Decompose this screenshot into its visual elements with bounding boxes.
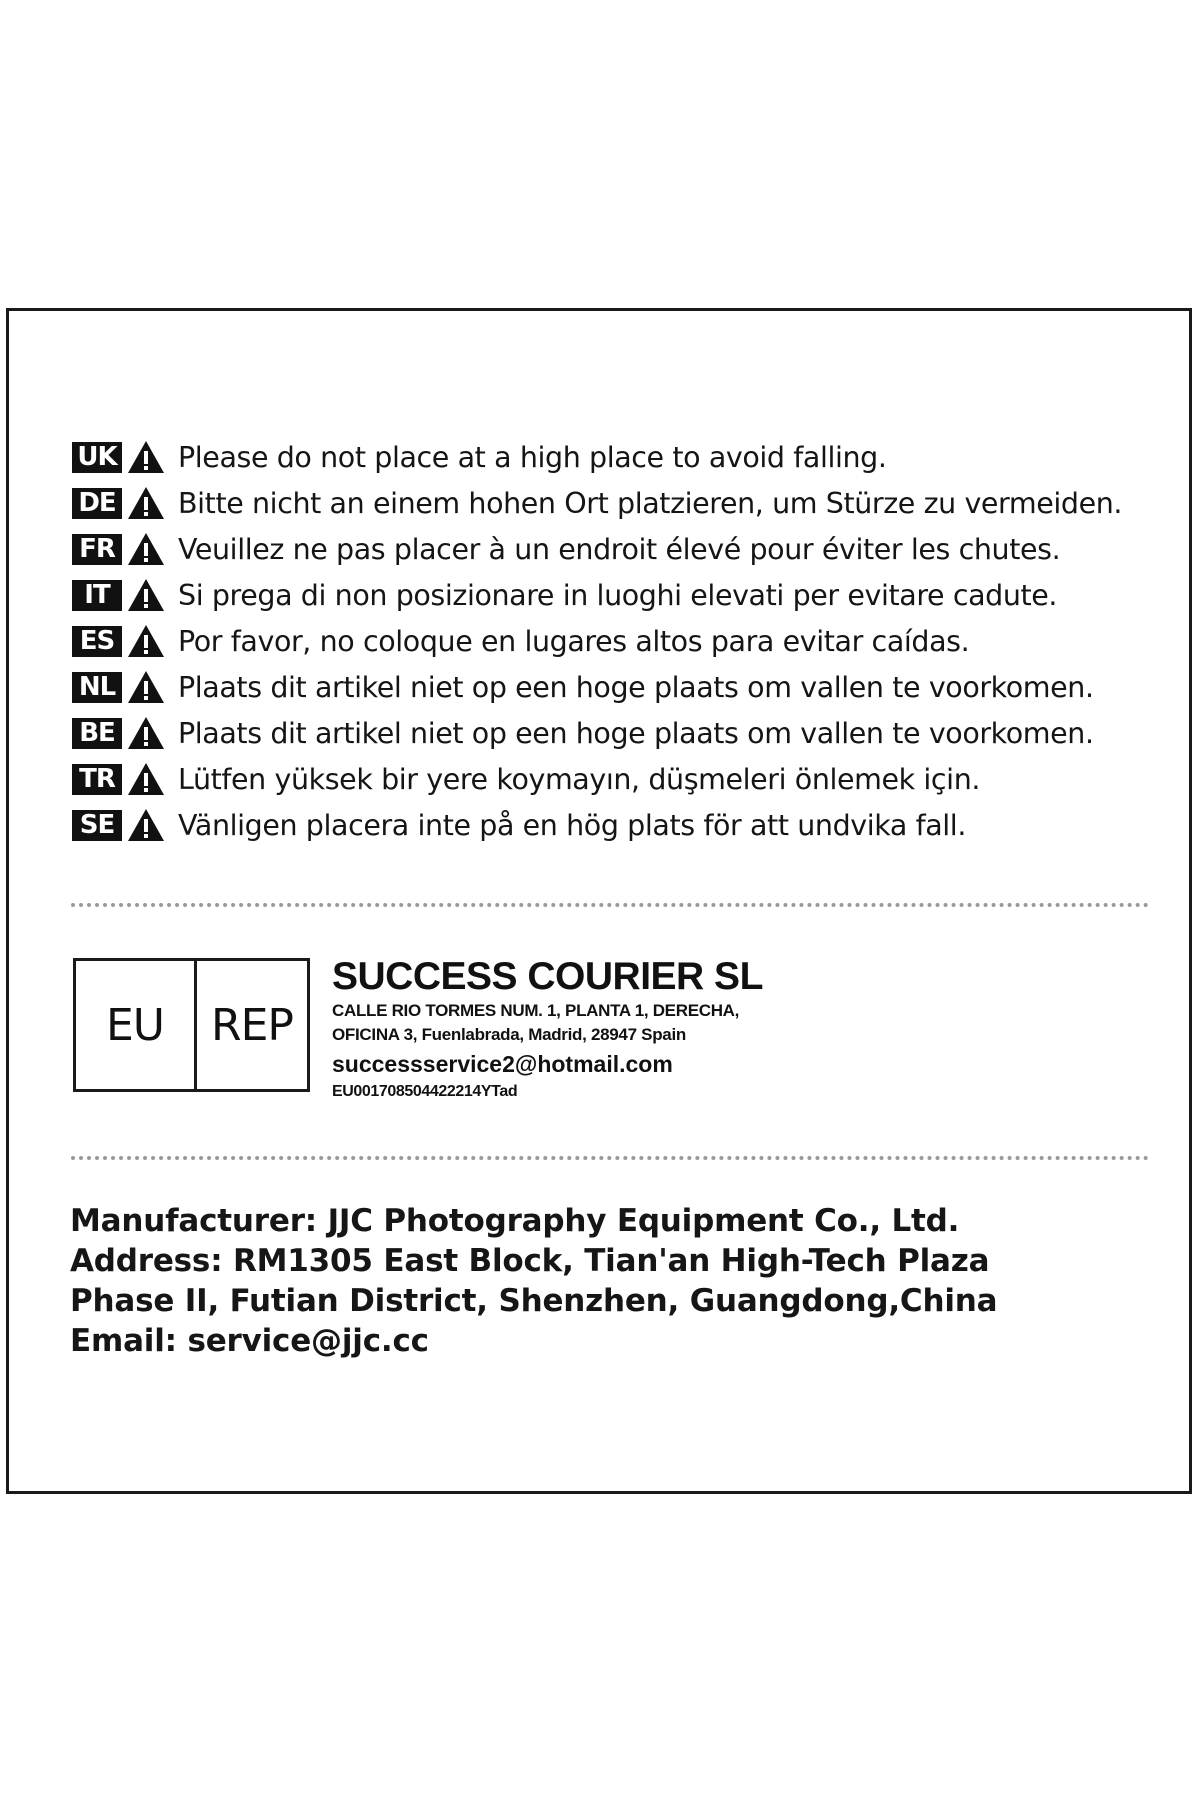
warning-text: Veuillez ne pas placer à un endroit élevé pour éviter les chutes. — [178, 532, 1061, 566]
eu-rep-symbol-rep: REP — [211, 999, 293, 1051]
language-badge: UK — [72, 442, 122, 473]
warning-row — [72, 480, 1172, 526]
eu-rep-company-name: SUCCESS COURIER SL — [332, 955, 763, 998]
manufacturer-name: Manufacturer: JJC Photography Equipment Co., Ltd. — [70, 1203, 960, 1239]
manufacturer-info — [70, 1201, 1170, 1361]
warning-text: Si prega di non posizionare in luoghi elevati per evitare cadute. — [178, 578, 1058, 612]
warning-triangle-icon — [126, 439, 166, 475]
warning-row — [72, 572, 1172, 618]
dotted-divider — [71, 1156, 1149, 1160]
warning-row — [72, 526, 1172, 572]
warning-triangle-icon — [126, 623, 166, 659]
eu-rep-address — [332, 999, 1032, 1047]
warning-row — [72, 434, 1172, 480]
warning-text: Por favor, no coloque en lugares altos para evitar caídas. — [178, 624, 970, 658]
warning-text: Vänligen placera inte på en hög plats för att undvika fall. — [178, 808, 966, 842]
eu-rep-symbol-eu: EU — [76, 961, 197, 1089]
manufacturer-address-line: Phase II, Futian District, Shenzhen, Guangdong,China — [70, 1283, 998, 1319]
language-badge: SE — [72, 810, 122, 841]
language-badge: NL — [72, 672, 122, 703]
warning-triangle-icon — [126, 715, 166, 751]
warning-triangle-icon — [126, 531, 166, 567]
warning-triangle-icon — [126, 577, 166, 613]
warning-list — [72, 434, 1172, 848]
warning-text: Plaats dit artikel niet op een hoge plaats om vallen te voorkomen. — [178, 670, 1094, 704]
eu-rep-email: successservice2@hotmail.com — [332, 1051, 673, 1077]
eu-rep-address-line: OFICINA 3, Fuenlabrada, Madrid, 28947 Spain — [332, 1025, 686, 1044]
warning-text: Please do not place at a high place to avoid falling. — [178, 440, 887, 474]
manufacturer-email: Email: service@jjc.cc — [70, 1323, 429, 1359]
warning-triangle-icon — [126, 485, 166, 521]
warning-text: Plaats dit artikel niet op een hoge plaats om vallen te voorkomen. — [178, 716, 1094, 750]
manufacturer-address-line: Address: RM1305 East Block, Tian'an High-Tech Plaza — [70, 1243, 990, 1279]
warning-row — [72, 618, 1172, 664]
warning-text: Lütfen yüksek bir yere koymayın, düşmeleri önlemek için. — [178, 762, 981, 796]
eu-rep-details — [332, 957, 1032, 1105]
warning-triangle-icon — [126, 669, 166, 705]
language-badge: IT — [72, 580, 122, 611]
dotted-divider — [71, 903, 1149, 907]
language-badge: DE — [72, 488, 122, 519]
eu-rep-address-line: CALLE RIO TORMES NUM. 1, PLANTA 1, DERECHA, — [332, 1001, 740, 1020]
warning-row — [72, 802, 1172, 848]
warning-row — [72, 710, 1172, 756]
warning-row — [72, 756, 1172, 802]
eu-rep-id: EU001708504422214YTad — [332, 1083, 518, 1100]
eu-rep-symbol — [73, 958, 310, 1092]
language-badge: FR — [72, 534, 122, 565]
warning-row — [72, 664, 1172, 710]
language-badge: ES — [72, 626, 122, 657]
warning-triangle-icon — [126, 761, 166, 797]
language-badge: BE — [72, 718, 122, 749]
label-card — [6, 308, 1192, 1494]
language-badge: TR — [72, 764, 122, 795]
warning-triangle-icon — [126, 807, 166, 843]
warning-text: Bitte nicht an einem hohen Ort platzieren, um Stürze zu vermeiden. — [178, 486, 1123, 520]
